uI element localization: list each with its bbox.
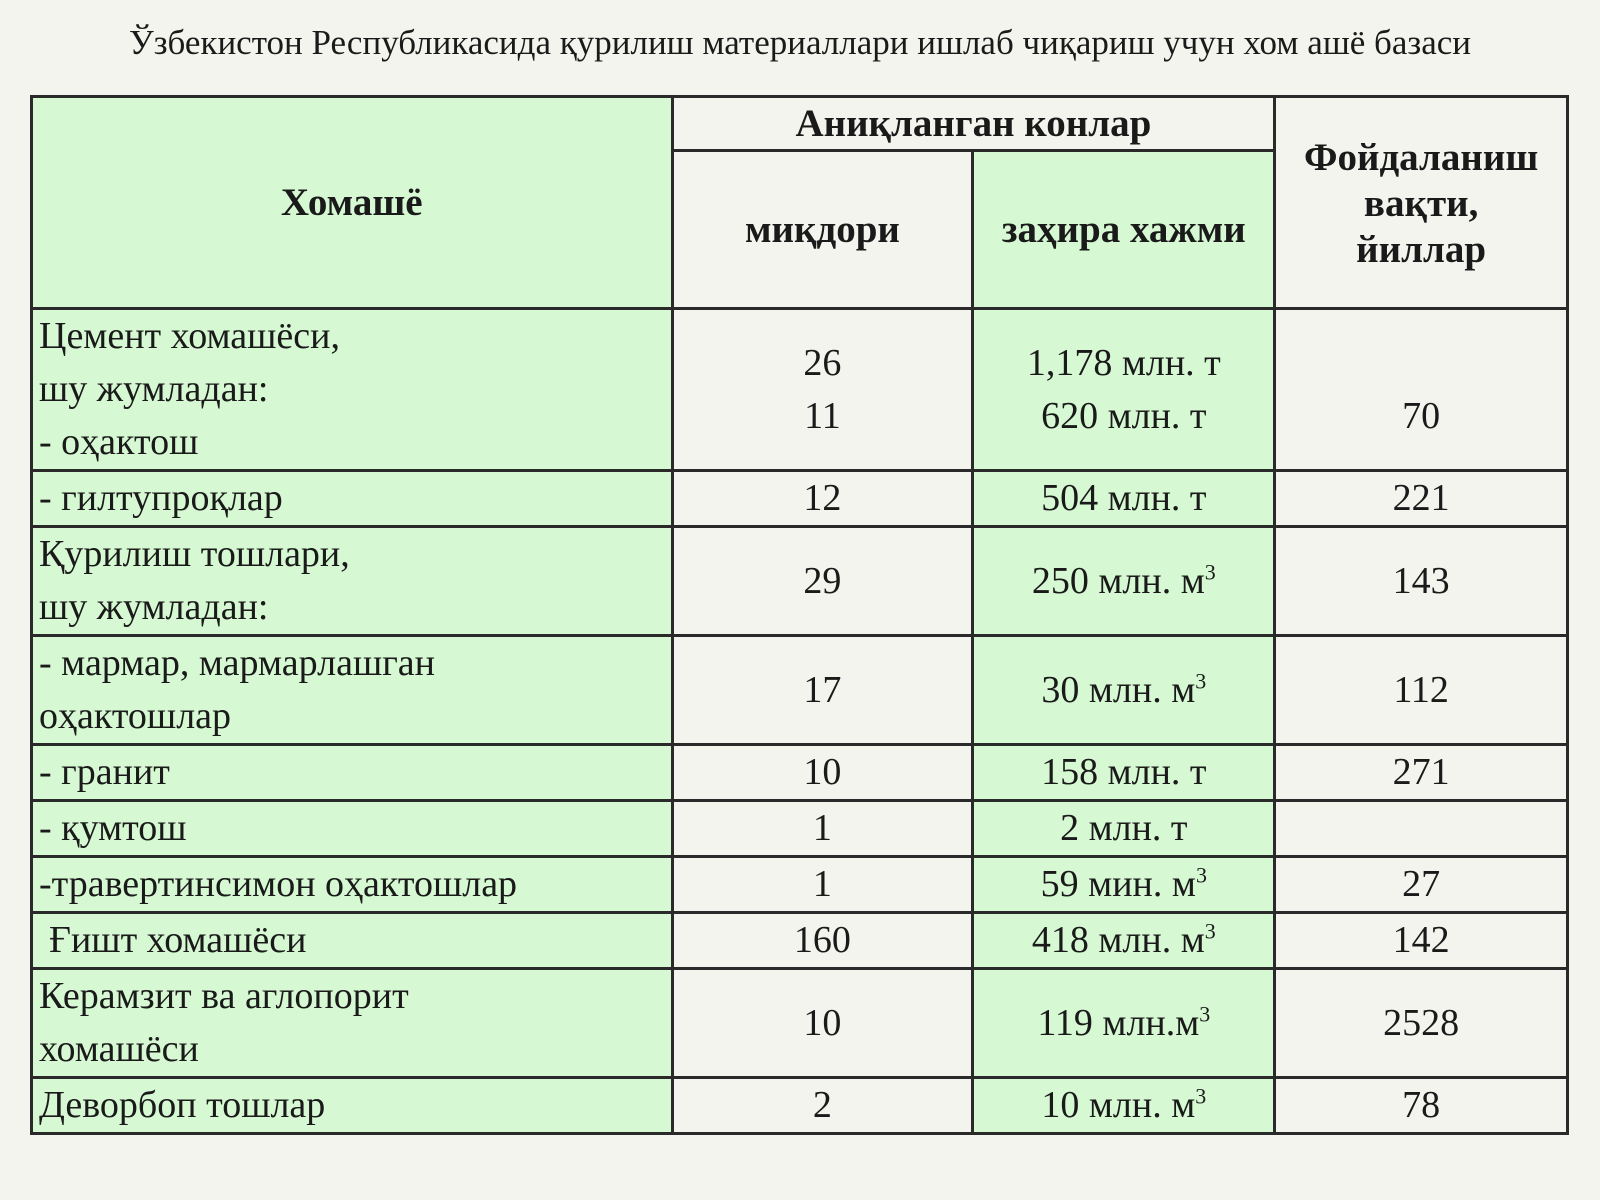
- cell-name-wall-stones: Деворбоп тошлар: [32, 1078, 673, 1134]
- cell-qty-marble: 17: [672, 636, 973, 745]
- header-usage-period-line-2: вақти,: [1363, 181, 1479, 225]
- cell-period-marble: 112: [1275, 636, 1568, 745]
- cement-name-line-2: шу жумладан:: [39, 368, 269, 410]
- cell-qty-cement: [672, 309, 973, 471]
- cell-name-travertine: -травертинсимон оҳактошлар: [32, 857, 673, 913]
- cement-name-line-1: Цемент хомашёси,: [39, 315, 340, 357]
- raw-materials-table: [30, 95, 1569, 1135]
- cell-reserve-sandstone: 2 млн. т: [973, 801, 1275, 857]
- table-row-wall-stones: [32, 1078, 1568, 1134]
- cement-name-line-3: - оҳактош: [39, 421, 199, 463]
- cell-name-marble: [32, 636, 673, 745]
- header-raw-material: Хомашё: [32, 97, 673, 309]
- keramzit-name-line-1: Керамзит ва аглопорит: [39, 975, 409, 1017]
- cell-period-clay: 221: [1275, 471, 1568, 527]
- cement-qty-line-1: 26: [803, 342, 842, 384]
- cell-qty-sandstone: 1: [672, 801, 973, 857]
- brick-reserve-superscript: 3: [1204, 918, 1216, 944]
- keramzit-name-line-2: хомашёси: [39, 1028, 199, 1070]
- cell-reserve-building-stones: [973, 527, 1275, 636]
- cell-qty-brick: 160: [672, 913, 973, 969]
- table-row-granite: [32, 745, 1568, 801]
- page-title: Ўзбекистон Республикасида қурилиш материаллари ишлаб чиқариш учун хом ашё базаси: [128, 23, 1472, 62]
- header-usage-period-line-1: Фойдаланиш: [1303, 135, 1539, 179]
- header-identified-deposits: Аниқланган конлар: [672, 97, 1275, 151]
- cell-qty-granite: 10: [672, 745, 973, 801]
- travertine-reserve-value: 59 мин. м: [1040, 863, 1196, 905]
- header-usage-period: [1275, 97, 1568, 309]
- cement-reserve-line-2: 620 млн. т: [1041, 395, 1207, 437]
- keramzit-reserve-value: 119 млн.м: [1037, 1001, 1200, 1044]
- cell-period-sandstone: [1275, 801, 1568, 857]
- keramzit-reserve-superscript: 3: [1199, 1000, 1211, 1026]
- cell-name-building-stones: [32, 527, 673, 636]
- cell-period-building-stones: 143: [1275, 527, 1568, 636]
- marble-name-line-1: - мармар, мармарлашган: [39, 642, 435, 684]
- cell-period-travertine: 27: [1275, 857, 1568, 913]
- travertine-reserve-superscript: 3: [1195, 862, 1207, 888]
- table-row-building-stones: [32, 527, 1568, 636]
- cell-name-clay: - гилтупроқлар: [32, 471, 673, 527]
- cement-qty-line-2: 11: [804, 395, 841, 437]
- cell-qty-clay: 12: [672, 471, 973, 527]
- header-usage-period-line-3: йиллар: [1356, 227, 1487, 271]
- cell-reserve-wall-stones: [973, 1078, 1275, 1134]
- cell-period-cement: [1275, 309, 1568, 471]
- cell-qty-travertine: 1: [672, 857, 973, 913]
- cement-period: 70: [1402, 395, 1441, 437]
- table-row-keramzit: [32, 969, 1568, 1078]
- header-row-1: [32, 97, 1568, 151]
- table-row-clay: [32, 471, 1568, 527]
- table-row-travertine: [32, 857, 1568, 913]
- cell-name-granite: - гранит: [32, 745, 673, 801]
- cell-period-keramzit: 2528: [1275, 969, 1568, 1078]
- wall-stones-reserve-value: 10 млн. м: [1041, 1084, 1196, 1126]
- cell-reserve-travertine: [973, 857, 1275, 913]
- cell-name-keramzit: [32, 969, 673, 1078]
- cement-reserve-line-1: 1,178 млн. т: [1026, 342, 1221, 384]
- cell-reserve-clay: 504 млн. т: [973, 471, 1275, 527]
- cell-reserve-cement: [973, 309, 1275, 471]
- cell-name-cement: [32, 309, 673, 471]
- cell-name-brick: Ғишт хомашёси: [32, 913, 673, 969]
- cell-reserve-marble: [973, 636, 1275, 745]
- building-stones-reserve-superscript: 3: [1204, 558, 1216, 584]
- cell-reserve-granite: 158 млн. т: [973, 745, 1275, 801]
- cell-reserve-keramzit: [973, 969, 1275, 1078]
- marble-name-line-2: оҳактошлар: [39, 695, 232, 737]
- wall-stones-reserve-superscript: 3: [1195, 1083, 1207, 1109]
- building-stones-reserve-value: 250 млн. м: [1031, 559, 1205, 602]
- table-row-sandstone: [32, 801, 1568, 857]
- table-row-brick: [32, 913, 1568, 969]
- brick-reserve-value: 418 млн. м: [1031, 919, 1205, 961]
- cell-qty-wall-stones: 2: [672, 1078, 973, 1134]
- cell-qty-keramzit: 10: [672, 969, 973, 1078]
- table-row-marble: [32, 636, 1568, 745]
- cell-period-granite: 271: [1275, 745, 1568, 801]
- marble-reserve-value: 30 млн. м: [1041, 668, 1196, 711]
- cell-reserve-brick: [973, 913, 1275, 969]
- cell-period-wall-stones: 78: [1275, 1078, 1568, 1134]
- cell-qty-building-stones: 29: [672, 527, 973, 636]
- cell-name-sandstone: - қумтош: [32, 801, 673, 857]
- header-reserve-volume: заҳира хажми: [973, 151, 1275, 309]
- header-quantity: миқдори: [672, 151, 973, 309]
- building-stones-name-line-1: Қурилиш тошлари,: [39, 533, 350, 575]
- cell-period-brick: 142: [1275, 913, 1568, 969]
- building-stones-name-line-2: шу жумладан:: [39, 586, 269, 628]
- marble-reserve-superscript: 3: [1195, 667, 1207, 693]
- table-row-cement: [32, 309, 1568, 471]
